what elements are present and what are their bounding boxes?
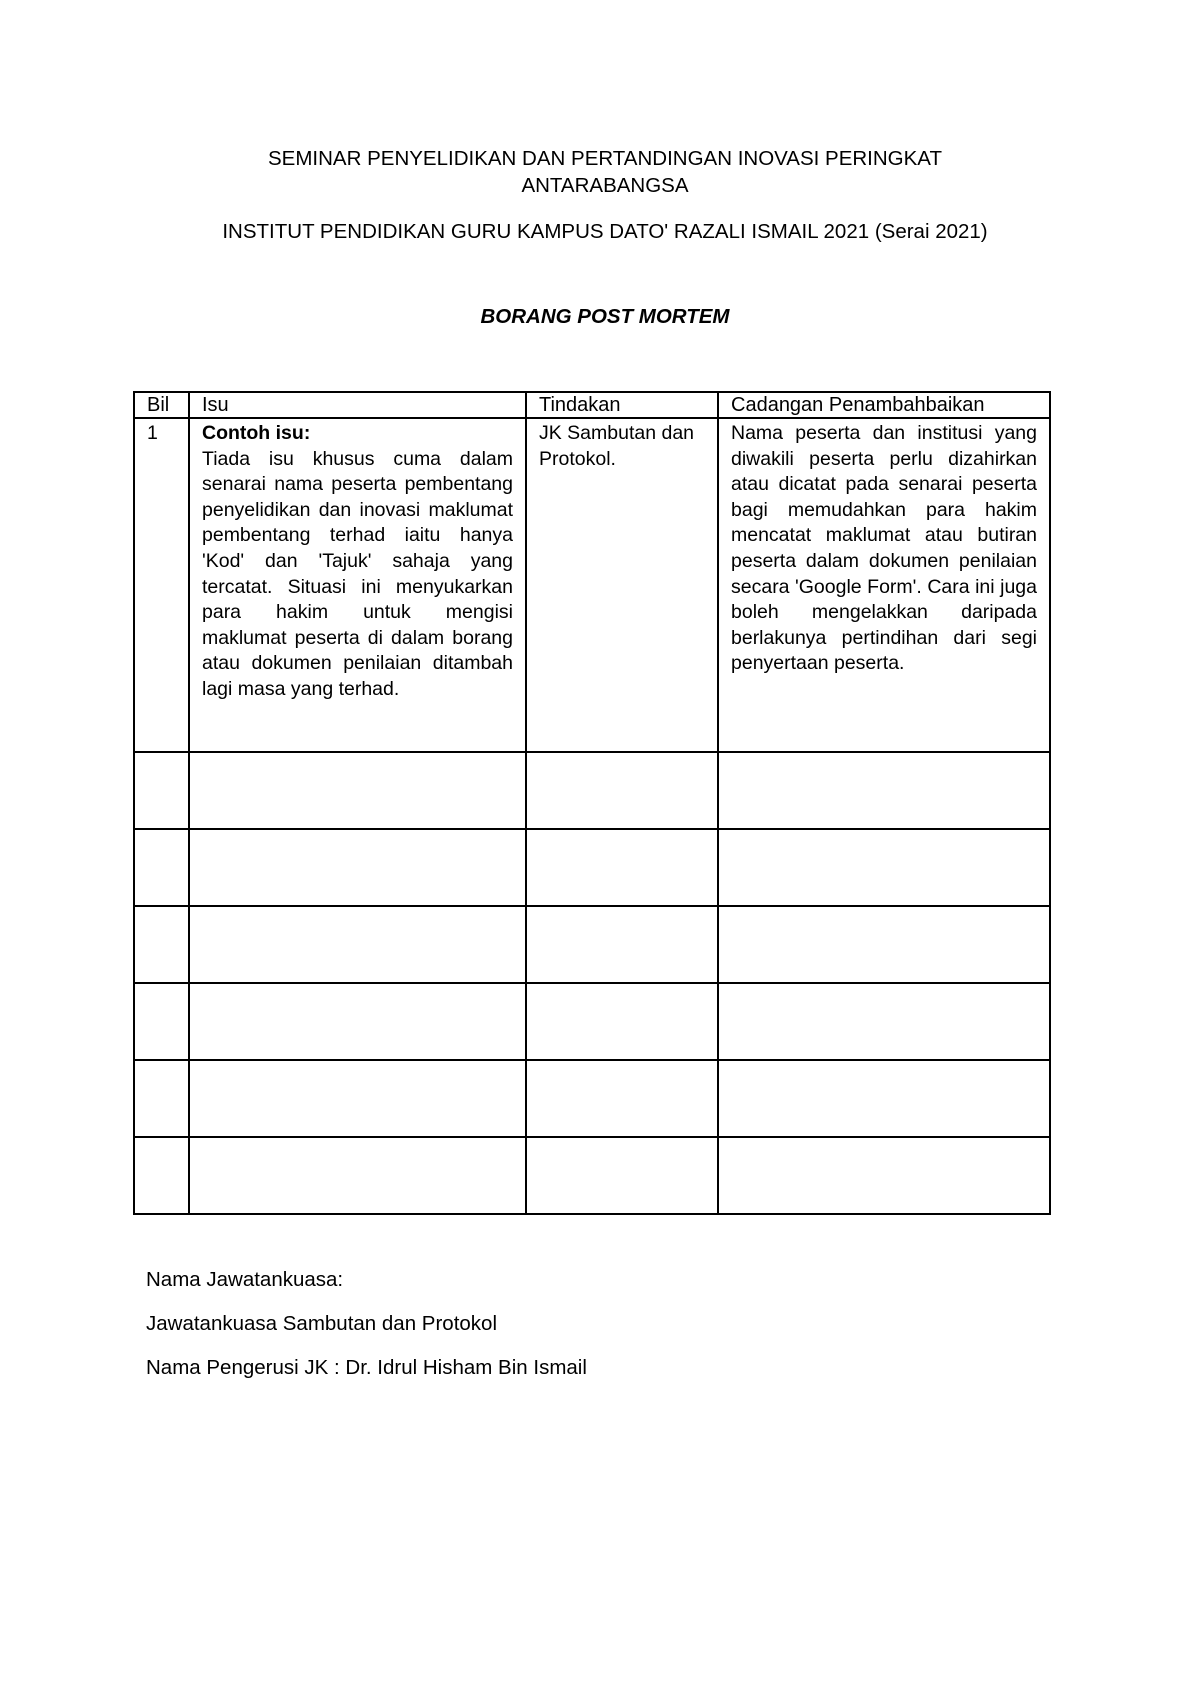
post-mortem-table <box>133 391 1051 1215</box>
empty-cell[interactable] <box>134 1060 189 1137</box>
empty-cell[interactable] <box>189 983 526 1060</box>
cell-cadangan: Nama peserta dan institusi yang diwakili peserta perlu dizahirkan atau dicatat pada senarai peserta bagi memudahkan para hakim mencatat maklumat atau butiran peserta dalam dokumen penilaian secara 'Google Form'. Cara ini juga boleh mengelakkan daripada berlakunya pertindihan dari segi penyertaan peserta. <box>718 418 1050 752</box>
empty-cell[interactable] <box>189 829 526 906</box>
empty-cell[interactable] <box>189 906 526 983</box>
form-title: BORANG POST MORTEM <box>480 305 730 328</box>
empty-cell[interactable] <box>526 1060 718 1137</box>
empty-cell[interactable] <box>134 752 189 829</box>
table-row-empty <box>134 829 1050 906</box>
header-isu: Isu <box>189 392 526 418</box>
table-header-row <box>134 392 1050 418</box>
empty-cell[interactable] <box>134 983 189 1060</box>
header-bil: Bil <box>134 392 189 418</box>
isu-text: Tiada isu khusus cuma dalam senarai nama peserta pembentang penyelidikan dan inovasi maklumat pembentang terhad iaitu hanya 'Kod' dan 'Tajuk' sahaja yang tercatat. Situasi ini menyukarkan para hakim untuk mengisi maklumat peserta di dalam borang atau dokumen penilaian ditambah lagi masa yang terhad. <box>202 447 513 700</box>
header-line-3: INSTITUT PENDIDIKAN GURU KAMPUS DATO' RAZALI ISMAIL 2021 (Serai 2021) <box>222 220 988 243</box>
header-tindakan: Tindakan <box>526 392 718 418</box>
table-row-empty <box>134 752 1050 829</box>
table-row-empty <box>134 1060 1050 1137</box>
empty-cell[interactable] <box>134 1137 189 1214</box>
table-row-empty <box>134 1137 1050 1214</box>
empty-cell[interactable] <box>134 829 189 906</box>
empty-cell[interactable] <box>526 1137 718 1214</box>
table-row-empty <box>134 906 1050 983</box>
table-row-empty <box>134 983 1050 1060</box>
isu-heading: Contoh isu: <box>202 422 311 444</box>
empty-cell[interactable] <box>526 906 718 983</box>
empty-cell[interactable] <box>134 906 189 983</box>
cell-bil: 1 <box>134 418 189 752</box>
header-cadangan: Cadangan Penambahbaikan <box>718 392 1050 418</box>
empty-cell[interactable] <box>718 829 1050 906</box>
empty-cell[interactable] <box>718 752 1050 829</box>
empty-cell[interactable] <box>718 983 1050 1060</box>
empty-cell[interactable] <box>526 752 718 829</box>
empty-cell[interactable] <box>189 752 526 829</box>
cell-isu <box>189 418 526 752</box>
empty-cell[interactable] <box>526 829 718 906</box>
committee-label: Nama Jawatankuasa: <box>146 1268 344 1291</box>
empty-cell[interactable] <box>718 1060 1050 1137</box>
empty-cell[interactable] <box>718 906 1050 983</box>
committee-chair: Nama Pengerusi JK : Dr. Idrul Hisham Bin Ismail <box>146 1356 587 1379</box>
table-row <box>134 418 1050 752</box>
empty-cell[interactable] <box>718 1137 1050 1214</box>
committee-name: Jawatankuasa Sambutan dan Protokol <box>146 1312 498 1335</box>
empty-cell[interactable] <box>526 983 718 1060</box>
empty-cell[interactable] <box>189 1137 526 1214</box>
empty-cell[interactable] <box>189 1060 526 1137</box>
header-line-1: SEMINAR PENYELIDIKAN DAN PERTANDINGAN INOVASI PERINGKAT <box>268 147 942 170</box>
header-line-2: ANTARABANGSA <box>521 174 689 197</box>
cell-tindakan: JK Sambutan dan Protokol. <box>526 418 718 752</box>
